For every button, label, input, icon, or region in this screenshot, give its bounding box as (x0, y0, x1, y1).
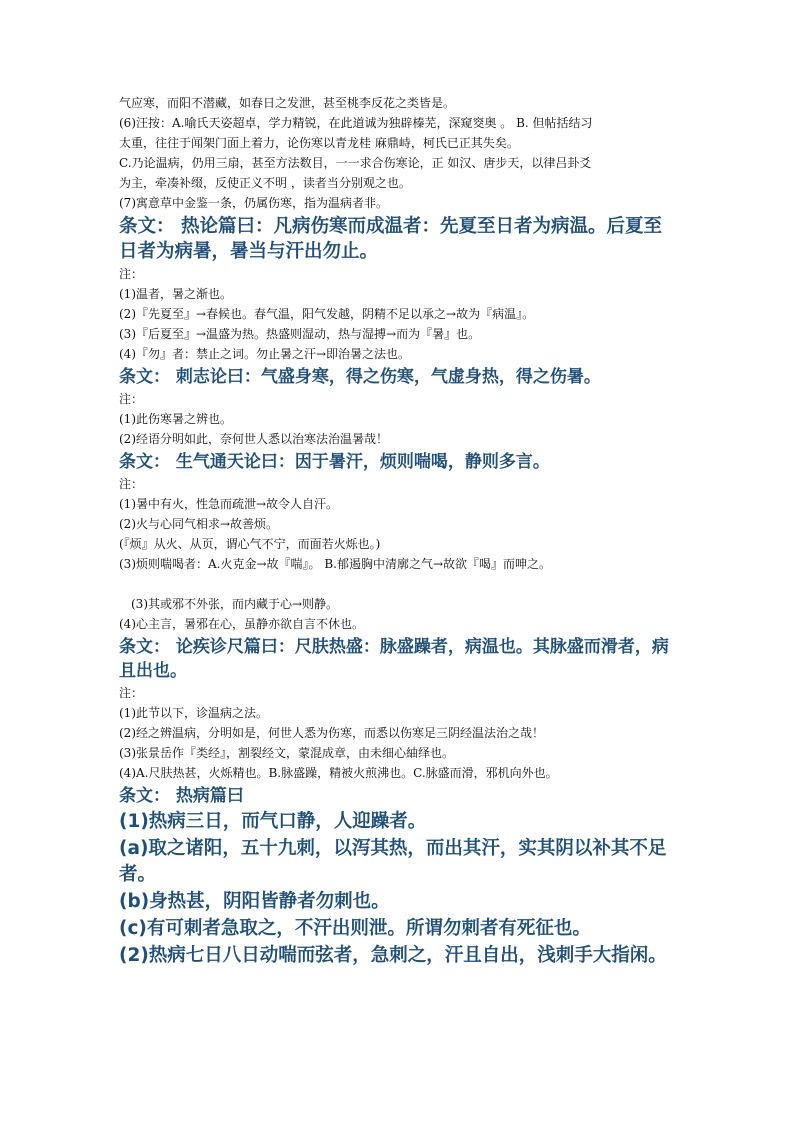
note-label: 注： (119, 392, 144, 406)
article-heading: (a)取之诸阳，五十九刺，以泻其热，而出其汗，实其阴以补其不足者。 (119, 838, 667, 885)
article-heading: (b)身热甚，阴阳皆静者勿刺也。 (119, 891, 390, 912)
note-line: (1)此伤寒暑之辨也。 (119, 412, 232, 426)
note-line: (2)经之辨温病，分明如是，何世人悉为伤寒，而悉以伤寒足三阴经温法治之哉！ (119, 726, 545, 740)
blank-line (119, 574, 679, 594)
note-line: (4)A.尺肤热甚，火烁精也。B.脉盛躁，精被火煎沸也。C.脉盛而滑，邪机向外也。 (119, 766, 558, 780)
text-line: 为主，牵凑补缀，反使正义不明 ，读者当分别观之也。 (119, 176, 411, 190)
note-label: 注： (119, 686, 144, 700)
note-line: (3)烦则喘喝者：A.火克金→故『喘』。 B.郁遏胸中清廓之气→故欲『喝』而呻之。 (119, 557, 552, 571)
article-heading: 条文： 论疾诊尺篇曰：尺肤热盛：脉盛躁者，病温也。其脉盛而滑者，病且出也。 (119, 637, 669, 681)
note-line: (1)暑中有火，性急而疏泄→故令人自汗。 (119, 497, 339, 511)
text-line: 气应寒，而阳不潜藏，如春日之发泄，甚至桃李反花之类皆是。 (119, 96, 456, 110)
note-line: (3)『后夏至』→温盛为热。热盛则湿动，热与湿搏→而为『暑』也。 (119, 327, 481, 341)
article-heading: 条文： 热论篇曰：凡病伤寒而成温者：先夏至日者为病温。后夏至日者为病暑，暑当与汗出勿止。 (119, 216, 662, 262)
article-heading: 条文： 刺志论曰：气盛身寒，得之伤寒，气虚身热，得之伤暑。 (119, 367, 601, 387)
note-line: (2)火与心同气相求→故善烦。 (119, 517, 279, 531)
note-line: (2)经语分明如此，奈何世人悉以治寒法治温暑哉！ (119, 432, 388, 446)
text-line: (7)寓意草中金鉴一条，仍属伤寒，指为温病者非。 (119, 196, 388, 210)
note-label: 注： (119, 267, 144, 281)
article-heading: (1)热病三日，而气口静，人迎躁者。 (119, 811, 427, 832)
article-heading: (2)热病七日八日动喘而弦者，急刺之，汗且自出，浅刺手大指闲。 (119, 945, 667, 966)
text-line: (6)汪按：A.喻氏天姿超卓，学力精锐，在此道诚为独辟榛芜，深窥窔奥 。 B. 但帖括结习 (119, 116, 593, 130)
text-line: C.乃论温病，仍用三扇，甚至方法数目，一一求合伤寒论，正 如汉、唐步天，以律吕卦爻 (119, 156, 592, 170)
article-heading: (c)有可刺者急取之，不汗出则泄。所谓勿刺者有死征也。 (119, 918, 591, 939)
note-line: (1)温者，暑之渐也。 (119, 287, 232, 301)
article-heading: 条文： 热病篇曰 (119, 786, 244, 806)
document-body (119, 93, 679, 969)
note-line: (3)其或邪不外张，而内藏于心→则静。 (131, 597, 339, 611)
note-line: (2)『先夏至』→春候也。春气温，阳气发越，阴精不足以承之→故为『病温』。 (119, 307, 535, 321)
note-label: 注： (119, 477, 144, 491)
article-heading: 条文： 生气通天论曰：因于暑汗，烦则喘喝，静则多言。 (119, 452, 550, 472)
text-line: 太重，往往于闻架门面上着力，论伤寒以青龙桂 麻鼎峙，柯氏已正其失矣。 (119, 136, 519, 150)
note-line: (4)『勿』者：禁止之词。勿止暑之汗→即治暑之法也。 (119, 347, 411, 361)
note-line: (『烦』从火、从页，谓心气不宁，而面若火烁也。) (119, 537, 381, 551)
note-line: (3)张景岳作『类经』，割裂经文，蒙混成章，由未细心紬绎也。 (119, 746, 455, 760)
note-line: (4)心主言，暑邪在心，虽静亦欲自言不休也。 (119, 617, 364, 631)
note-line: (1)此节以下，诊温病之法。 (119, 706, 268, 720)
